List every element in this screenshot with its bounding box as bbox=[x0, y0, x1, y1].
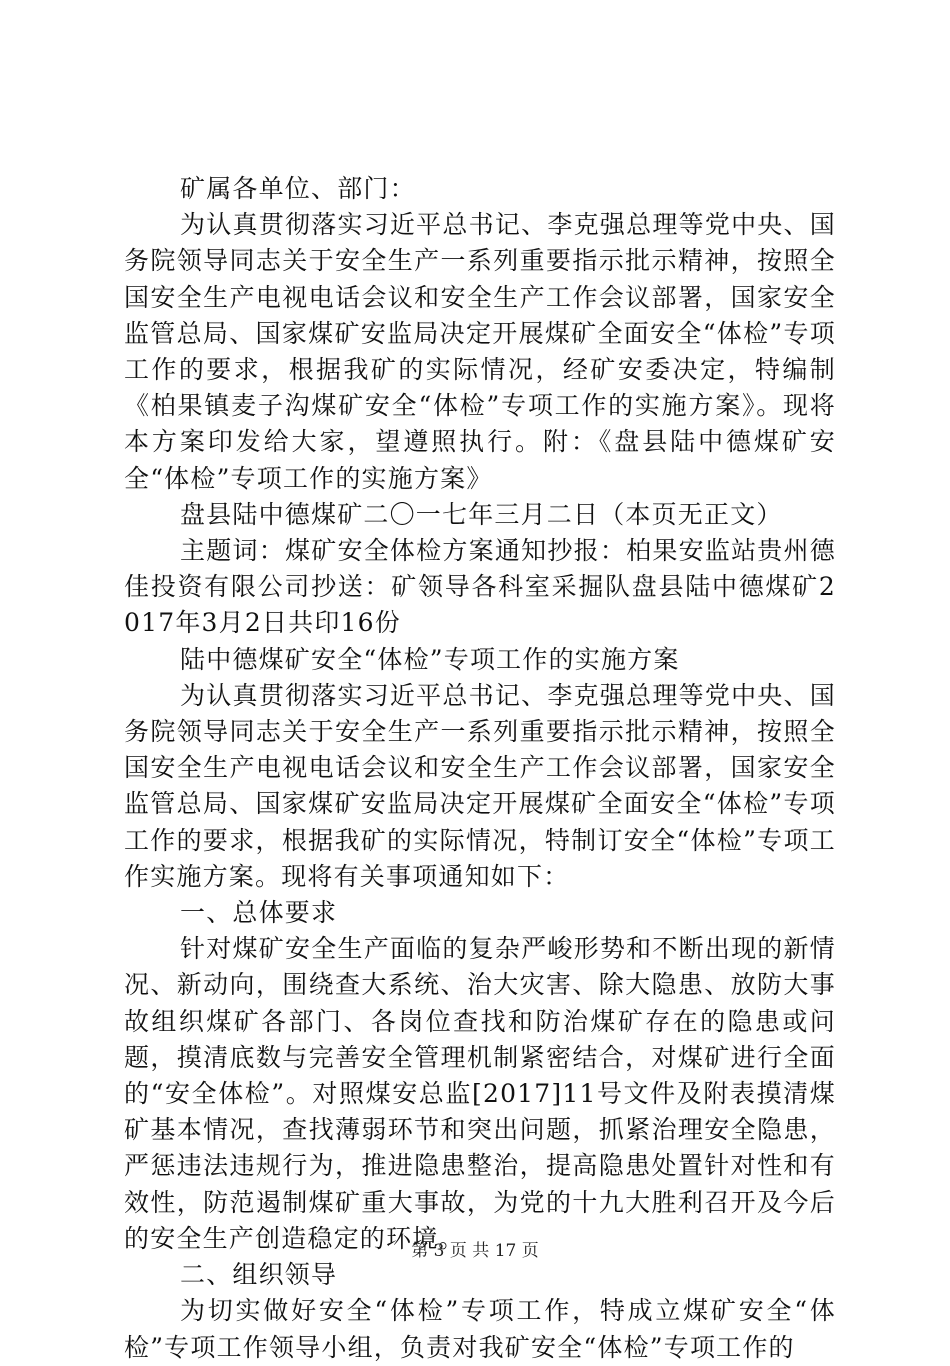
section-heading: 一、总体要求 bbox=[180, 898, 338, 928]
plan-title: 陆中德煤矿安全“体检”专项工作的实施方案 bbox=[180, 644, 680, 674]
section-heading: 二、组织领导 bbox=[180, 1260, 338, 1290]
body-paragraph: 为认真贯彻落实习近平总书记、李克强总理等党中央、国务院领导同志关于安全生产一系列重要指示批示精神，按照全国安全生产电视电话会议和安全生产工作会议部署，国家安全监管总局、国家煤矿安监局决定开展煤矿全面安全“体检”专项工作的要求，根据我矿的实际情况，经矿安委决定，特编制《柏果镇麦子沟煤矿安全“体检”专项工作的实施方案》。现将本方案印发给大家，望遵照执行。附：《盘县陆中德煤矿安全“体检”专项工作的实施方案》 bbox=[124, 210, 836, 493]
body-paragraph: 针对煤矿安全生产面临的复杂严峻形势和不断出现的新情况、新动向，围绕查大系统、治大灾害、除大隐患、放防大事故组织煤矿各部门、各岗位查找和防治煤矿存在的隐患或问题，摸清底数与完善安全管理机制紧密结合，对煤矿进行全面的“安全体检”。对照煤安总监[2017]11号文件及附表摸清煤矿基本情况，查找薄弱环节和突出问题，抓紧治理安全隐患，严惩违法违规行为，推进隐患整治，提高隐患处置针对性和有效性，防范遏制煤矿重大事故，为党的十九大胜利召开及今后的安全生产创造稳定的环境。 bbox=[124, 934, 836, 1253]
body-paragraph: 为切实做好安全“体检”专项工作，特成立煤矿安全“体检”专项工作领导小组，负责对我矿安全“体检”专项工作的 bbox=[124, 1296, 836, 1362]
subject-keywords: 主题词：煤矿安全体检方案通知抄报：柏果安监站贵州德佳投资有限公司抄送：矿领导各科室采掘队盘县陆中德煤矿2017年3月2日共印16份 bbox=[124, 536, 836, 638]
document-body bbox=[124, 171, 836, 1366]
issuer-date-line: 盘县陆中德煤矿二〇一七年三月二日（本页无正文） bbox=[180, 499, 783, 529]
page-number-footer: 第 3 页 共 17 页 bbox=[411, 1241, 539, 1261]
salutation: 矿属各单位、部门： bbox=[180, 174, 416, 203]
body-paragraph: 为认真贯彻落实习近平总书记、李克强总理等党中央、国务院领导同志关于安全生产一系列重要指示批示精神，按照全国安全生产电视电话会议和安全生产工作会议部署，国家安全监管总局、国家煤矿安监局决定开展煤矿全面安全“体检”专项工作的要求，根据我矿的实际情况，特制订安全“体检”专项工作实施方案。现将有关事项通知如下： bbox=[124, 680, 836, 891]
